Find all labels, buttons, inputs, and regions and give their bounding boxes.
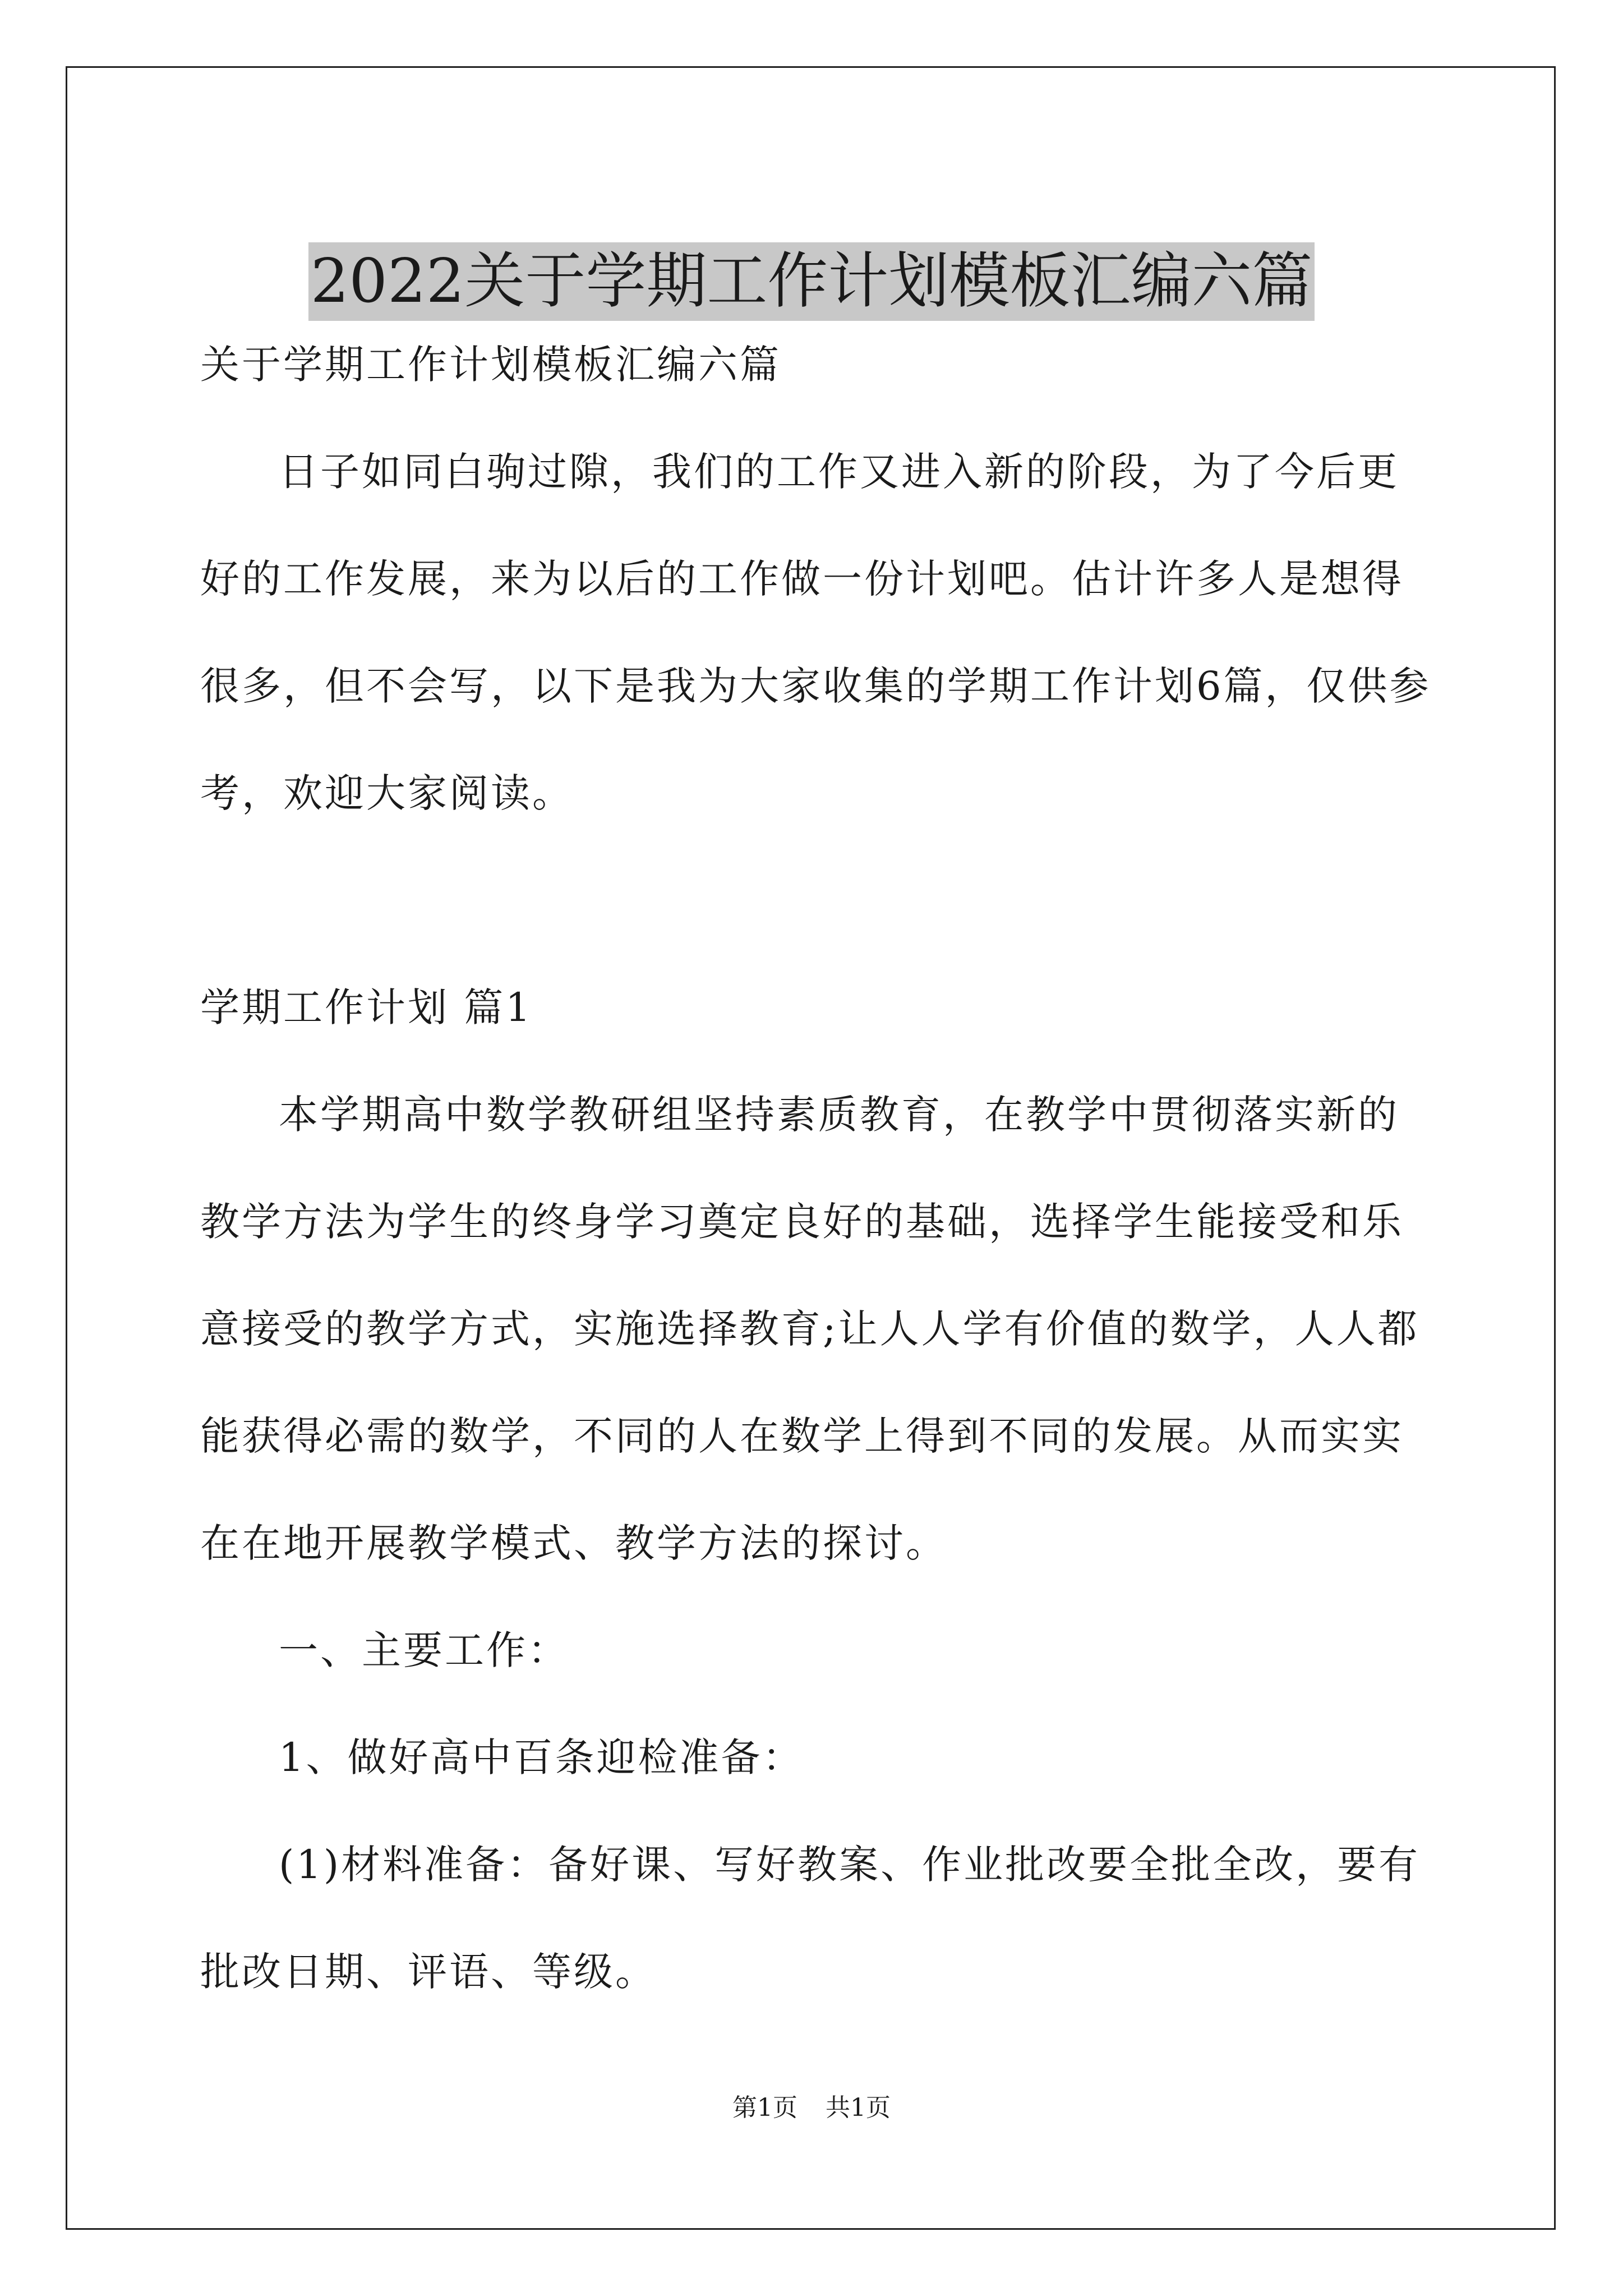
section-heading: 学期工作计划 篇1 [200,984,533,1030]
intro-paragraph: 日子如同白驹过隙，我们的工作又进入新的阶段，为了今后更好的工作发展，来为以后的工作做一份计划吧。估计许多人是想得很多，但不会写，以下是我为大家收集的学期工作计划6篇，仅供参考，欢迎大家阅读。 [200,449,1431,816]
page-footer [0,2091,1623,2125]
document-body [200,311,1434,2026]
document-subtitle: 关于学期工作计划模板汇编六篇 [200,342,781,388]
list-item: 1、做好高中百条迎检准备： [279,1734,804,1780]
document-title: 2022关于学期工作计划模板汇编六篇 [308,242,1315,321]
page-total: 共1页 [826,2093,891,2122]
page-number: 第1页 [732,2093,797,2122]
item-heading: 一、主要工作： [279,1627,569,1673]
list-subitem: (1)材料准备：备好课、写好教案、作业批改要全批全改，要有批改日期、评语、等级。 [200,1842,1421,1995]
spacer [200,847,1434,954]
section-paragraph: 本学期高中数学教研组坚持素质教育，在教学中贯彻落实新的教学方法为学生的终身学习奠定良好的基础，选择学生能接受和乐意接受的教学方式，实施选择教育;让人人学有价值的数学，人人都能获得必需的数学，不同的人在数学上得到不同的发展。从而实实在在地开展教学模式、教学方法的探讨。 [200,1092,1419,1566]
